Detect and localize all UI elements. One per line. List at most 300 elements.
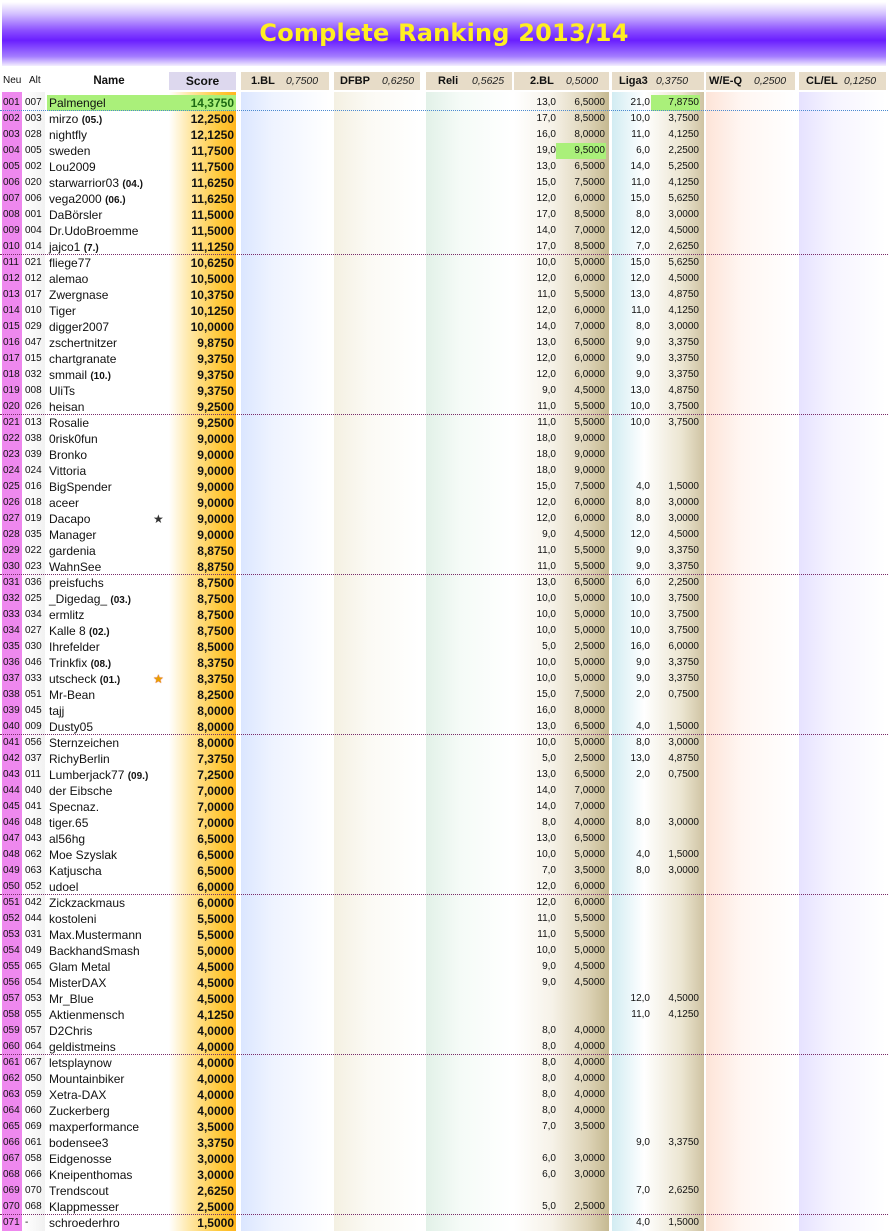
header-clel	[799, 72, 886, 90]
rank-old: 040	[25, 785, 42, 796]
rank-old: 037	[25, 753, 42, 764]
player-name: Zuckerberg	[49, 1104, 110, 1118]
rank-old: 063	[25, 865, 42, 876]
player-name: Trendscout	[49, 1184, 109, 1198]
player-name: letsplaynow	[49, 1056, 112, 1070]
liga3-games: 16,0	[630, 641, 650, 652]
score-value: 10,3750	[190, 288, 234, 302]
liga3-games: 9,0	[636, 673, 650, 684]
bl2-points: 4,5000	[574, 961, 605, 972]
bl2-games: 17,0	[536, 209, 556, 220]
rank-old: 055	[25, 1009, 42, 1020]
liga3-points: 3,7500	[668, 609, 699, 620]
bl2-points: 6,0000	[574, 353, 605, 364]
table-row	[0, 511, 888, 527]
rank-old: 049	[25, 945, 42, 956]
liga3-games: 12,0	[630, 993, 650, 1004]
player-name-cell	[49, 655, 169, 671]
bl2-games: 12,0	[536, 369, 556, 380]
score-value: 10,6250	[190, 256, 234, 270]
score-value: 8,0000	[197, 704, 234, 718]
liga3-games	[612, 895, 650, 911]
score-value: 9,0000	[197, 496, 234, 510]
score-value: 6,5000	[197, 864, 234, 878]
bl2-games: 8,0	[542, 1073, 556, 1084]
header-clel-weight: 0,1250	[844, 75, 877, 87]
table-row	[0, 271, 888, 287]
bl2-games: 6,0	[542, 1153, 556, 1164]
liga3-games: 10,0	[630, 113, 650, 124]
bl2-points: 4,0000	[574, 1073, 605, 1084]
player-name-cell	[49, 1055, 169, 1071]
bl2-games: 15,0	[536, 177, 556, 188]
score-value: 6,5000	[197, 848, 234, 862]
score-value: 4,0000	[197, 1104, 234, 1118]
table-row	[0, 239, 888, 255]
rank-new: 047	[3, 833, 20, 844]
liga3-points: 3,7500	[668, 593, 699, 604]
bl2-games: 8,0	[542, 817, 556, 828]
liga3-games: 4,0	[636, 849, 650, 860]
score-value: 11,1250	[191, 240, 234, 254]
table-row	[0, 367, 888, 383]
bl2-games: 12,0	[536, 881, 556, 892]
bl2-games: 10,0	[536, 673, 556, 684]
table-row	[0, 1023, 888, 1039]
player-name: preisfuchs	[49, 576, 104, 590]
liga3-points	[651, 959, 700, 975]
table-row	[0, 1119, 888, 1135]
bl2-points	[556, 1183, 606, 1199]
table-row	[0, 1167, 888, 1183]
bl2-games: 18,0	[536, 449, 556, 460]
rank-old: 007	[25, 97, 42, 108]
liga3-points	[651, 1071, 700, 1087]
rank-old: 028	[25, 129, 42, 140]
bl2-games: 8,0	[542, 1025, 556, 1036]
bl2-games: 14,0	[536, 801, 556, 812]
liga3-points: 3,0000	[668, 209, 699, 220]
player-name-cell	[49, 431, 169, 447]
header-bl2-label: 2.BL	[530, 75, 554, 87]
player-name: Aktienmensch	[49, 1008, 125, 1022]
rank-new: 003	[3, 129, 20, 140]
liga3-points: 3,0000	[668, 817, 699, 828]
player-name: Xetra-DAX	[49, 1088, 107, 1102]
table-row	[0, 575, 888, 591]
player-name-cell	[49, 831, 169, 847]
player-name-cell	[49, 911, 169, 927]
liga3-points	[651, 879, 700, 895]
liga3-points: 4,5000	[668, 993, 699, 1004]
liga3-points: 4,1250	[668, 177, 699, 188]
rank-old: 053	[25, 993, 42, 1004]
player-name: DaBörsler	[49, 208, 103, 222]
table-row	[0, 111, 888, 127]
table-row	[0, 863, 888, 879]
bl2-points: 5,5000	[574, 289, 605, 300]
rank-old: 069	[25, 1121, 42, 1132]
bl2-points: 9,0000	[574, 465, 605, 476]
table-row	[0, 975, 888, 991]
rank-old: 010	[25, 305, 42, 316]
player-name-cell	[49, 479, 169, 495]
rank-old: 057	[25, 1025, 42, 1036]
rank-new: 065	[3, 1121, 20, 1132]
score-value: 9,0000	[197, 512, 234, 526]
liga3-games: 10,0	[630, 593, 650, 604]
rank-old: 042	[25, 897, 42, 908]
bl2-points: 3,0000	[574, 1169, 605, 1180]
player-name: BigSpender	[49, 480, 112, 494]
table-row	[0, 639, 888, 655]
previous-title-marker: (09.)	[127, 771, 149, 782]
liga3-games: 8,0	[636, 737, 650, 748]
liga3-games	[612, 1071, 650, 1087]
liga3-points: 3,3750	[668, 657, 699, 668]
bl2-games: 11,0	[537, 417, 556, 428]
score-value: 11,5000	[191, 208, 234, 222]
rank-new: 020	[3, 401, 20, 412]
rank-old: 024	[25, 465, 42, 476]
player-name: digger2007	[49, 320, 110, 334]
rank-old: 003	[25, 113, 42, 124]
table-row	[0, 1135, 888, 1151]
player-name: starwarrior03	[49, 176, 120, 190]
star-icon: ★	[153, 512, 164, 526]
rank-new: 046	[3, 817, 20, 828]
score-value: 9,0000	[197, 480, 234, 494]
score-value: 9,3750	[197, 384, 234, 398]
rank-old: 001	[25, 209, 42, 220]
table-row	[0, 911, 888, 927]
player-name: Bronko	[49, 448, 88, 462]
table-row	[0, 1039, 888, 1055]
bl2-points: 4,0000	[574, 1089, 605, 1100]
table-row	[0, 927, 888, 943]
rank-new: 063	[3, 1089, 20, 1100]
score-value: 4,0000	[197, 1056, 234, 1070]
player-name-cell	[49, 1087, 169, 1103]
player-name: kostoleni	[49, 912, 97, 926]
bl2-games: 10,0	[536, 945, 556, 956]
player-name: Specnaz.	[49, 800, 100, 814]
gold-star-icon: ★	[153, 672, 164, 686]
bl2-games: 15,0	[536, 689, 556, 700]
bl2-games: 11,0	[537, 561, 556, 572]
liga3-games: 8,0	[636, 865, 650, 876]
player-name: Vittoria	[49, 464, 87, 478]
bl2-points: 6,0000	[574, 369, 605, 380]
rank-old: 046	[25, 657, 42, 668]
header-reli-label: Reli	[438, 75, 459, 87]
player-name-cell	[49, 1151, 169, 1167]
liga3-points: 1,5000	[668, 721, 699, 732]
score-value: 9,0000	[197, 432, 234, 446]
player-name-cell	[49, 239, 169, 255]
rank-new: 004	[3, 145, 20, 156]
score-value: 4,0000	[197, 1040, 234, 1054]
player-name: mirzo	[49, 112, 79, 126]
bl2-games: 10,0	[536, 737, 556, 748]
bl2-points: 2,5000	[574, 1201, 605, 1212]
table-row	[0, 799, 888, 815]
player-name-cell	[49, 1119, 169, 1135]
rank-old: 051	[25, 689, 42, 700]
player-name: fliege77	[49, 256, 92, 270]
rank-old: 062	[25, 849, 42, 860]
liga3-games	[612, 879, 650, 895]
liga3-games: 10,0	[630, 625, 650, 636]
player-name: Sternzeichen	[49, 736, 120, 750]
bl2-games	[514, 1183, 556, 1199]
rank-new: 055	[3, 961, 20, 972]
bl2-points: 3,5000	[574, 1121, 605, 1132]
score-value: 10,0000	[190, 320, 234, 334]
player-name-cell	[49, 687, 169, 703]
header-bl1-label: 1.BL	[251, 75, 275, 87]
player-name-cell	[49, 1135, 169, 1151]
bl2-games: 9,0	[542, 961, 556, 972]
header-weq-label: W/E-Q	[709, 75, 742, 87]
rank-new: 062	[3, 1073, 20, 1084]
liga3-games: 21,0	[630, 97, 650, 108]
rank-old: 017	[25, 289, 42, 300]
bl2-games: 10,0	[536, 257, 556, 268]
rank-new: 032	[3, 593, 20, 604]
player-name-cell	[49, 607, 169, 623]
player-name: sweden	[49, 144, 91, 158]
score-value: 11,5000	[191, 224, 234, 238]
player-name-cell	[49, 1183, 169, 1199]
rank-new: 029	[3, 545, 20, 556]
table-row	[0, 767, 888, 783]
player-name: Trinkfix	[49, 656, 88, 670]
bl2-games: 12,0	[536, 513, 556, 524]
rank-old: 034	[25, 609, 42, 620]
previous-title-marker: (10.)	[90, 371, 111, 382]
bl2-games: 11,0	[537, 929, 556, 940]
bl2-games: 15,0	[536, 481, 556, 492]
rank-new: 053	[3, 929, 20, 940]
liga3-points: 5,6250	[668, 257, 699, 268]
liga3-games: 9,0	[636, 561, 650, 572]
bl2-games: 14,0	[536, 321, 556, 332]
liga3-games: 8,0	[636, 497, 650, 508]
liga3-points: 0,7500	[668, 689, 699, 700]
bl2-points: 5,0000	[574, 609, 605, 620]
score-value: 11,7500	[191, 144, 234, 158]
bl2-points: 5,0000	[574, 945, 605, 956]
table-row	[0, 591, 888, 607]
player-name-cell	[49, 991, 169, 1007]
score-value: 8,0000	[197, 736, 234, 750]
liga3-points: 3,3750	[668, 673, 699, 684]
table-row	[0, 431, 888, 447]
player-name: UliTs	[49, 384, 75, 398]
score-value: 8,5000	[197, 640, 234, 654]
rank-new: 008	[3, 209, 20, 220]
liga3-points: 3,3750	[668, 561, 699, 572]
player-name-cell	[49, 303, 169, 319]
player-name-cell	[49, 767, 169, 783]
score-value: 5,5000	[197, 928, 234, 942]
bl2-points: 6,5000	[574, 833, 605, 844]
bl2-games: 13,0	[536, 577, 556, 588]
liga3-points: 4,5000	[668, 529, 699, 540]
liga3-games: 9,0	[636, 369, 650, 380]
header-name: Name	[93, 75, 125, 87]
rank-new: 048	[3, 849, 20, 860]
player-name: Ihrefelder	[49, 640, 100, 654]
table-row	[0, 879, 888, 895]
table-row	[0, 255, 888, 271]
player-name: chartgranate	[49, 352, 117, 366]
liga3-points	[651, 703, 700, 719]
player-name: Katjuscha	[49, 864, 102, 878]
bl2-points: 7,0000	[574, 321, 605, 332]
table-row	[0, 895, 888, 911]
player-name-cell	[49, 575, 169, 591]
liga3-points: 5,2500	[668, 161, 699, 172]
bl2-points: 6,5000	[574, 337, 605, 348]
player-name-cell	[49, 1007, 169, 1023]
rank-new: 016	[3, 337, 20, 348]
table-row	[0, 303, 888, 319]
liga3-points: 3,7500	[668, 417, 699, 428]
liga3-games: 15,0	[630, 257, 650, 268]
bl2-points: 5,0000	[574, 625, 605, 636]
player-name-cell	[49, 1023, 169, 1039]
score-value: 9,2500	[197, 400, 234, 414]
header-weq	[706, 72, 795, 90]
rank-new: 060	[3, 1041, 20, 1052]
liga3-games: 9,0	[636, 657, 650, 668]
player-name: tiger.65	[49, 816, 89, 830]
player-name-cell	[49, 351, 169, 367]
player-name-cell	[49, 383, 169, 399]
player-name-cell	[49, 527, 169, 543]
liga3-games: 2,0	[636, 689, 650, 700]
header-weq-weight: 0,2500	[754, 75, 787, 87]
liga3-games: 11,0	[631, 305, 650, 316]
bl2-points	[556, 1135, 606, 1151]
bl2-games: 12,0	[536, 193, 556, 204]
title-banner	[2, 2, 886, 66]
bl2-points: 6,5000	[574, 721, 605, 732]
liga3-games	[612, 1023, 650, 1039]
liga3-points: 3,3750	[668, 545, 699, 556]
liga3-games	[612, 463, 650, 479]
bl2-points: 7,5000	[574, 689, 605, 700]
liga3-games: 8,0	[636, 209, 650, 220]
rank-new: 009	[3, 225, 20, 236]
table-row	[0, 1151, 888, 1167]
liga3-games: 9,0	[636, 545, 650, 556]
rank-old: 005	[25, 145, 42, 156]
table-row	[0, 287, 888, 303]
rank-old: 065	[25, 961, 42, 972]
player-name-cell	[49, 783, 169, 799]
table-row	[0, 943, 888, 959]
liga3-games: 8,0	[636, 817, 650, 828]
table-row	[0, 1183, 888, 1199]
liga3-games: 2,0	[636, 769, 650, 780]
table-row	[0, 1199, 888, 1215]
bl2-games: 14,0	[536, 225, 556, 236]
player-name-cell	[49, 287, 169, 303]
score-value: 8,8750	[197, 544, 234, 558]
table-row	[0, 1055, 888, 1071]
rank-old: 018	[25, 497, 42, 508]
table-row	[0, 847, 888, 863]
player-name: aceer	[49, 496, 80, 510]
table-row	[0, 687, 888, 703]
liga3-games: 11,0	[631, 129, 650, 140]
liga3-games: 10,0	[630, 401, 650, 412]
bl2-games: 10,0	[536, 609, 556, 620]
table-row	[0, 399, 888, 415]
bl2-points: 6,0000	[574, 305, 605, 316]
bl2-games	[514, 1007, 556, 1023]
bl2-games: 8,0	[542, 1041, 556, 1052]
liga3-points	[651, 911, 700, 927]
player-name-cell	[49, 623, 169, 639]
player-name: al56hg	[49, 832, 86, 846]
liga3-games: 9,0	[636, 353, 650, 364]
player-name-cell	[49, 975, 169, 991]
bl2-points: 4,0000	[574, 817, 605, 828]
table-row	[0, 783, 888, 799]
bl2-points: 5,0000	[574, 657, 605, 668]
bl2-points: 6,5000	[574, 161, 605, 172]
rank-new: 027	[3, 513, 20, 524]
player-name: Dacapo	[49, 512, 91, 526]
rank-old: 044	[25, 913, 42, 924]
player-name: Mr_Blue	[49, 992, 94, 1006]
rank-new: 050	[3, 881, 20, 892]
player-name-cell	[49, 751, 169, 767]
bl2-points: 8,5000	[574, 241, 605, 252]
player-name-cell	[49, 271, 169, 287]
rank-new: 028	[3, 529, 20, 540]
liga3-points: 7,8750	[651, 95, 700, 111]
liga3-points: 4,1250	[668, 129, 699, 140]
rank-old: 013	[25, 417, 42, 428]
header-bl1-weight: 0,7500	[286, 75, 319, 87]
bl2-points: 5,0000	[574, 593, 605, 604]
bl2-games: 11,0	[537, 401, 556, 412]
score-value: 11,6250	[191, 192, 234, 206]
bl2-points: 2,5000	[574, 641, 605, 652]
player-name-cell	[49, 1071, 169, 1087]
table-row	[0, 671, 888, 687]
table-row	[0, 143, 888, 159]
liga3-points	[651, 431, 700, 447]
header-score: Score	[169, 72, 236, 90]
bl2-games: 13,0	[536, 161, 556, 172]
score-value: 12,2500	[190, 112, 234, 126]
score-value: 5,5000	[197, 912, 234, 926]
liga3-games: 4,0	[636, 721, 650, 732]
player-name: zschertnitzer	[49, 336, 118, 350]
player-name-cell	[49, 1167, 169, 1183]
rank-new: 026	[3, 497, 20, 508]
bl2-games: 17,0	[536, 241, 556, 252]
liga3-points	[651, 783, 700, 799]
player-name-cell	[49, 335, 169, 351]
rank-new: 015	[3, 321, 20, 332]
